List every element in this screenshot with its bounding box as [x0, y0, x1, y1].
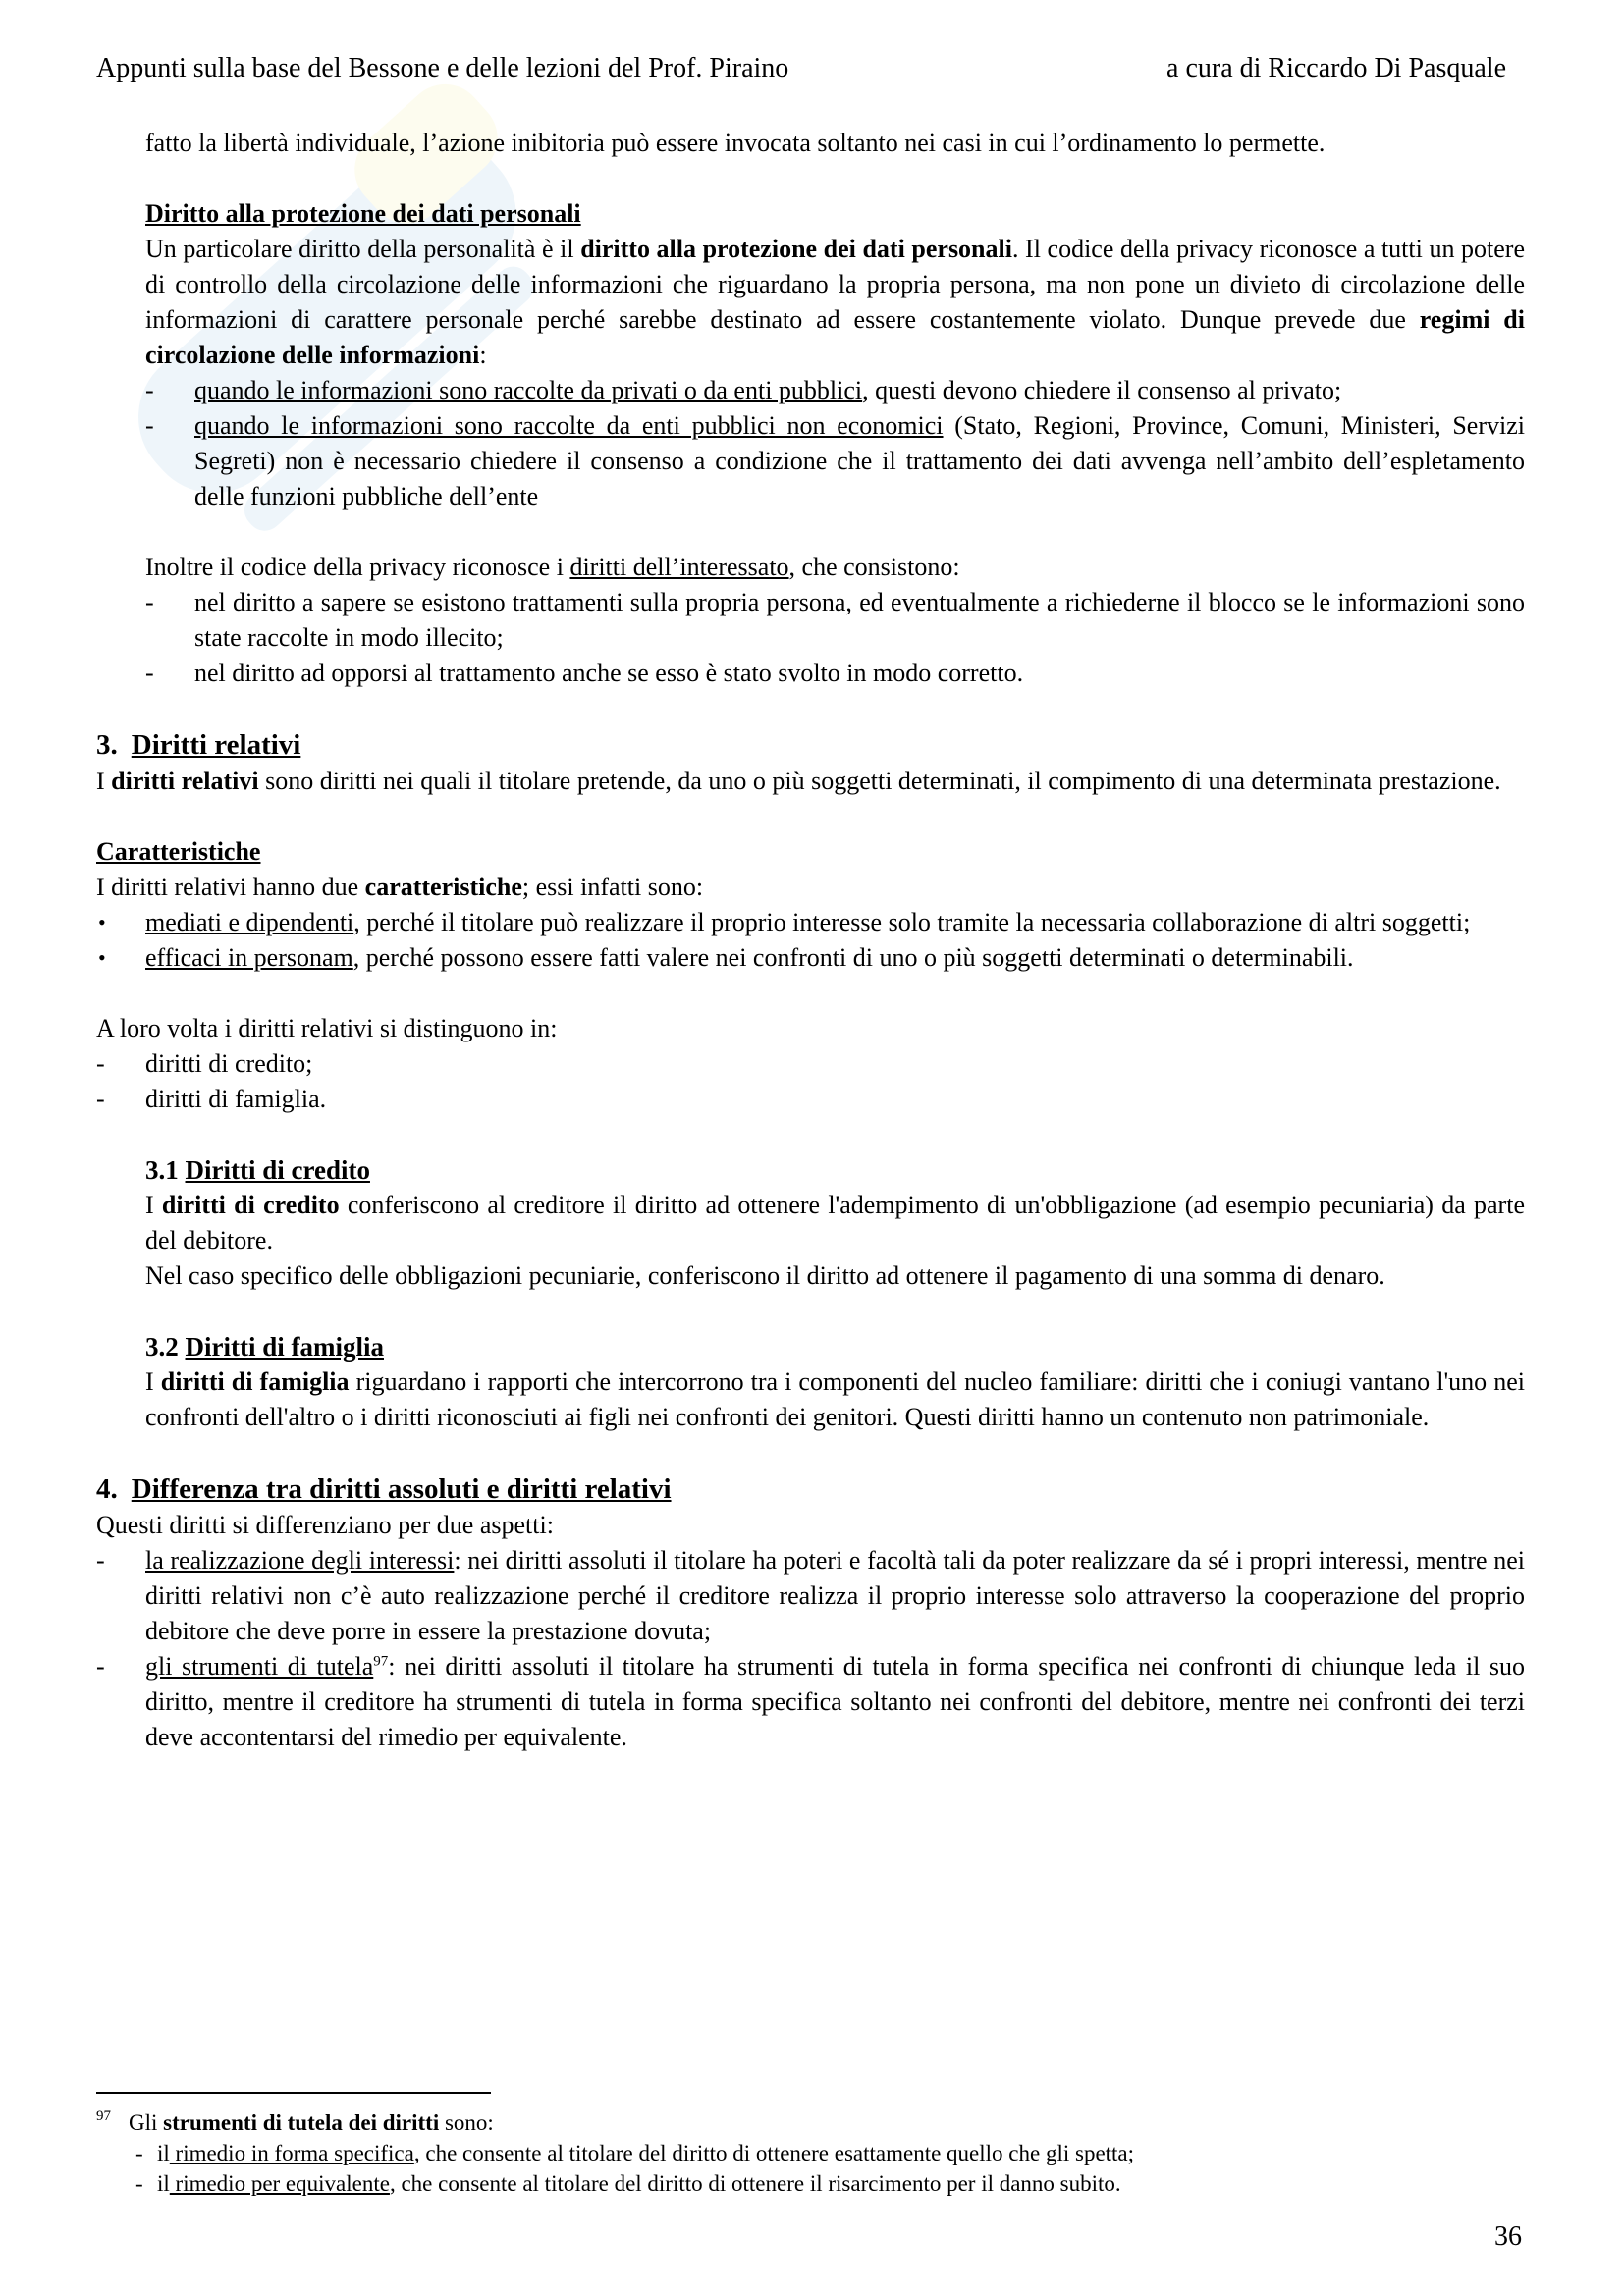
footnote: $^{97}$ Gli strumenti di tutela dei diritti sono: - il rimedio in forma specifica, che consente al titolare del diritto di ottenere esattamente quello che gli spetta; - il rimedio per equivalente, che consente al titolare del diritto di ottenere il risarcimento per il danno subito.	[96, 2108, 1402, 2199]
interessato-list	[145, 585, 1525, 691]
list-item: - diritti di credito;	[96, 1046, 1525, 1082]
list-item: • mediati e dipendenti, perché il titolare può realizzare il proprio interesse solo tramite la necessaria collaborazione di altri soggetti;	[96, 905, 1525, 940]
privacy-block	[145, 126, 1525, 691]
section-3-1-heading: 3.1 Diritti di credito	[145, 1155, 370, 1185]
header-left: Appunti sulla base del Bessone e delle lezioni del Prof. Piraino	[96, 53, 789, 83]
page-body	[96, 126, 1525, 1755]
list-item: - gli strumenti di tutela$^{97}$: nei diritti assoluti il titolare ha strumenti di tutela in forma specifica nei confronti di chiunque leda il suo diritto, mentre il creditore ha strumenti di tutela in forma specifica soltanto nei confronti del debitore, mentre nei confronti dei terzi deve accontentarsi del rimedio per equivalente.	[96, 1649, 1525, 1755]
footnote-ref[interactable]: 97	[373, 1653, 389, 1670]
caratteristiche-paragraph: I diritti relativi hanno due caratteristiche; essi infatti sono:	[96, 873, 704, 901]
footnote-number: 97	[96, 2109, 111, 2124]
privacy-heading: Diritto alla protezione dei dati personali	[145, 199, 581, 228]
list-item: • efficaci in personam, perché possono essere fatti valere nei confronti di uno o più soggetti determinati o determinabili.	[96, 940, 1525, 976]
list-item: - nel diritto ad opporsi al trattamento anche se esso è stato svolto in modo corretto.	[145, 656, 1525, 691]
section-3-1-paragraph: I diritti di credito conferiscono al creditore il diritto ad ottenere l'adempimento di un'obbligazione (ad esempio pecuniaria) da parte del debitore.	[145, 1191, 1525, 1255]
section-3-1-paragraph-2: Nel caso specifico delle obbligazioni pecuniarie, conferiscono il diritto ad ottenere il pagamento di una somma di denaro.	[145, 1261, 1385, 1290]
section-3-paragraph: I diritti relativi sono diritti nei quali il titolare pretende, da uno o più soggetti determinati, il compimento di una determinata prestazione.	[96, 767, 1501, 795]
list-item: - quando le informazioni sono raccolte da privati o da enti pubblici, questi devono chiedere il consenso al privato;	[145, 373, 1525, 408]
subsections-block	[145, 1117, 1525, 1435]
footnote-separator	[96, 2092, 491, 2094]
privacy-paragraph: Un particolare diritto della personalità è il diritto alla protezione dei dati personali. Il codice della privacy riconosce a tutti un potere di controllo della circolazione delle informazioni che riguardano la propria persona, ma non pone un divieto di circolazione delle informazioni di carattere personale perché sarebbe destinato ad essere costantemente violato. Dunque prevede due regimi di circolazione delle informazioni:	[145, 235, 1525, 369]
distinzione-paragraph: A loro volta i diritti relativi si distinguono in:	[96, 1014, 558, 1042]
section-4-paragraph: Questi diritti si differenziano per due aspetti:	[96, 1511, 554, 1539]
list-item: - quando le informazioni sono raccolte da enti pubblici non economici (Stato, Regioni, Province, Comuni, Ministeri, Servizi Segreti) non è necessario chiedere il consenso a condizione che il trattamento dei dati avvenga nell’ambito dell’espletamento delle funzioni pubbliche dell’ente	[145, 408, 1525, 514]
section-3-heading: 3. Diritti relativi	[96, 729, 301, 761]
caratteristiche-heading: Caratteristiche	[96, 837, 261, 866]
section-3-2-paragraph: I diritti di famiglia riguardano i rapporti che intercorrono tra i componenti del nucleo familiare: diritti che i coniugi vantano l'uno nei confronti dell'altro o i diritti riconosciuti ai figli nei confronti dei genitori. Questi diritti hanno un contenuto non patrimoniale.	[145, 1367, 1525, 1431]
list-item: - diritti di famiglia.	[96, 1082, 1525, 1117]
distinzione-list	[96, 1046, 1525, 1117]
page-header	[96, 51, 1506, 90]
list-item: - il rimedio in forma specifica, che consente al titolare del diritto di ottenere esattamente quello che gli spetta;	[135, 2138, 1402, 2168]
list-item: - la realizzazione degli interessi: nei diritti assoluti il titolare ha poteri e facoltà tali da poter realizzare da sé i propri interessi, mentre nei diritti relativi non c’è auto realizzazione perché il creditore realizza il proprio interesse solo attraverso la cooperazione del proprio debitore che deve porre in essere la prestazione dovuta;	[96, 1543, 1525, 1649]
privacy-regimes-list	[145, 373, 1525, 514]
list-item: - il rimedio per equivalente, che consente al titolare del diritto di ottenere il risarcimento per il danno subito.	[135, 2168, 1402, 2199]
intro-continuation: fatto la libertà individuale, l’azione inibitoria può essere invocata soltanto nei casi in cui l’ordinamento lo permette.	[145, 129, 1326, 157]
interessato-paragraph: Inoltre il codice della privacy riconosce i diritti dell’interessato, che consistono:	[145, 553, 960, 581]
section-3-2-heading: 3.2 Diritti di famiglia	[145, 1332, 384, 1362]
footnote-list	[96, 2138, 1402, 2199]
section-4-list	[96, 1543, 1525, 1755]
caratteristiche-list	[96, 905, 1525, 976]
section-4-heading: 4. Differenza tra diritti assoluti e diritti relativi	[96, 1473, 672, 1505]
header-right: a cura di Riccardo Di Pasquale	[1166, 53, 1506, 83]
page-number: 36	[1494, 2221, 1522, 2252]
list-item: - nel diritto a sapere se esistono trattamenti sulla propria persona, ed eventualmente a richiederne il blocco se le informazioni sono state raccolte in modo illecito;	[145, 585, 1525, 656]
